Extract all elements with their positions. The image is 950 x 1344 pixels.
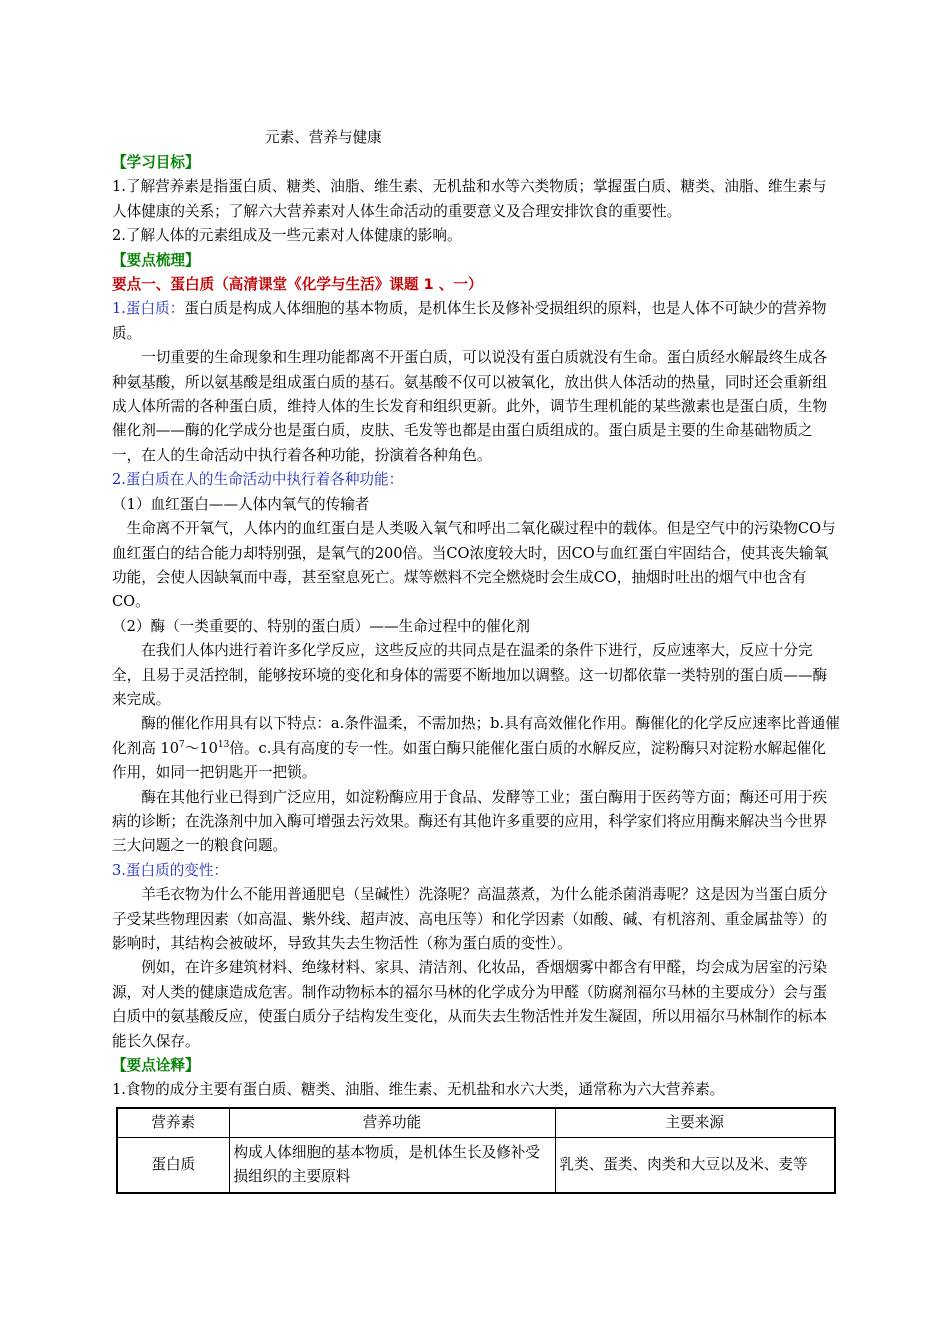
enzyme-text-b: ～10	[184, 739, 218, 757]
enzyme-paragraph-1: 在我们人体内进行着许多化学反应，这些反应的共同点是在温柔的条件下进行，反应速率大，反应十分完全，且易于灵活控制，能够按环境的变化和身体的需要不断地加以调整。这一切都依靠一类特别的蛋白质——酶来完成。	[112, 642, 828, 708]
table-cell: 构成人体细胞的基本物质，是机体生长及修补受损组织的主要原料	[229, 1137, 555, 1193]
goal-1: 1.了解营养素是指蛋白质、糖类、油脂、维生素、无机盐和水等六类物质；掌握蛋白质、糖类、油脂、维生素与人体健康的关系；了解六大营养素对人体生命活动的重要意义及合理安排饮食的重要性。	[112, 178, 827, 220]
document-page	[112, 124, 840, 1194]
enzyme-heading: （2）酶（一类重要的、特别的蛋白质）——生命过程中的催化剂	[112, 617, 530, 635]
enzyme-text-c: 倍。c.具有高度的专一性。如蛋白酶只能催化蛋白质的水解反应，淀粉酶只对淀粉水解起催化作用，如同一把钥匙开一把锁。	[112, 739, 826, 782]
section-heading-points: 【要点梳理】	[112, 251, 200, 269]
protein-definition	[112, 297, 840, 346]
section-heading-goals: 【学习目标】	[112, 154, 200, 171]
point-1-heading: 要点一、蛋白质（高清课堂《化学与生活》课题 1 、一）	[112, 276, 483, 294]
hemoglobin-paragraph: 生命离不开氧气，人体内的血红蛋白是人类吸入氧气和呼出二氧化碳过程中的载体。但是空气中的污染物CO与血红蛋白的结合能力却特别强，是氧气的200倍。当CO浓度较大时，因CO与血红蛋白牢固结合，使其丧失输氧功能，会使人因缺氧而中毒，甚至窒息死亡。煤等燃料不完全燃烧时会生成CO，抽烟时吐出的烟气中也含有CO。	[112, 520, 836, 611]
protein-paragraph: 一切重要的生命现象和生理功能都离不开蛋白质，可以说没有蛋白质就没有生命。蛋白质经水解最终生成各种氨基酸，所以氨基酸是组成蛋白质的基石。氨基酸不仅可以被氧化，放出供人体活动的热量，同时还会重新组成人体所需的各种蛋白质，维持人体的生长发育和组织更新。此外，调节生理机能的某些激素也是蛋白质，生物催化剂——酶的化学成分也是蛋白质，皮肤、毛发等也都是由蛋白质组成的。蛋白质是主要的生命基础物质之一，在人的生命活动中执行着各种功能，扮演着各种角色。	[112, 349, 828, 464]
explain-1: 1.食物的成分主要有蛋白质、糖类、油脂、维生素、无机盐和水六大类，通常称为六大营养素。	[112, 1081, 725, 1099]
table-header-cell: 营养素	[117, 1108, 229, 1138]
exponent-7: 7	[179, 739, 185, 750]
table-header-cell: 主要来源	[555, 1108, 835, 1138]
denaturation-label: 3.蛋白质的变性：	[112, 861, 229, 879]
document-title: 元素、营养与健康	[265, 129, 382, 146]
denaturation-paragraph-2: 例如，在许多建筑材料、绝缘材料、家具、清洁剂、化妆品，香烟烟雾中都含有甲醛，均会成为居室的污染源，对人类的健康造成危害。制作动物标本的福尔马林的化学成分为甲醛（防腐剂福尔马林的主要成分）会与蛋白质中的氨基酸反应，使蛋白质分子结构发生变化，从而失去生物活性并发生凝固，所以用福尔马林制作的标本能长久保存。	[112, 959, 828, 1050]
protein-definition-text: 蛋白质是构成人体细胞的基本物质，是机体生长及修补受损组织的原料，也是人体不可缺少的营养物质。	[112, 300, 827, 342]
enzyme-paragraph-2	[112, 712, 840, 785]
goal-2: 2.了解人体的元素组成及一些元素对人体健康的影响。	[112, 227, 462, 245]
section-heading-explain: 【要点诠释】	[112, 1057, 200, 1075]
table-cell: 乳类、蛋类、肉类和大豆以及米、麦等	[555, 1137, 835, 1193]
denaturation-paragraph-1: 羊毛衣物为什么不能用普通肥皂（呈碱性）洗涤呢？高温蒸煮，为什么能杀菌消毒呢？这是因为当蛋白质分子受某些物理因素（如高温、紫外线、超声波、高电压等）和化学因素（如酸、碱、有机溶剂、重金属盐等）的影响时，其结构会被破坏，导致其失去生物活性（称为蛋白质的变性）。	[112, 886, 828, 952]
table-header-row	[117, 1108, 835, 1138]
hemoglobin-heading: （1）血红蛋白——人体内氧气的传输者	[112, 495, 370, 513]
nutrient-table	[116, 1107, 836, 1195]
enzyme-text-a: 酶的催化作用具有以下特点：a.条件温柔，不需加热；b.具有高效催化作用。酶催化的化学反应速率比普通催化剂高 10	[112, 715, 840, 757]
protein-functions-label: 2.蛋白质在人的生命活动中执行着各种功能：	[112, 471, 404, 489]
protein-label: 1.蛋白质：	[112, 300, 185, 318]
table-row	[117, 1137, 835, 1193]
enzyme-paragraph-3: 酶在其他行业已得到广泛应用，如淀粉酶应用于食品、发酵等工业；蛋白酶用于医药等方面；酶还可用于疾病的诊断；在洗涤剂中加入酶可增强去污效果。酶还有其他许多重要的应用，科学家们将应用酶来解决当今世界三大问题之一的粮食问题。	[112, 788, 828, 855]
exponent-13: 13	[217, 739, 230, 750]
table-header-cell: 营养功能	[229, 1108, 555, 1138]
table-cell: 蛋白质	[117, 1137, 229, 1193]
